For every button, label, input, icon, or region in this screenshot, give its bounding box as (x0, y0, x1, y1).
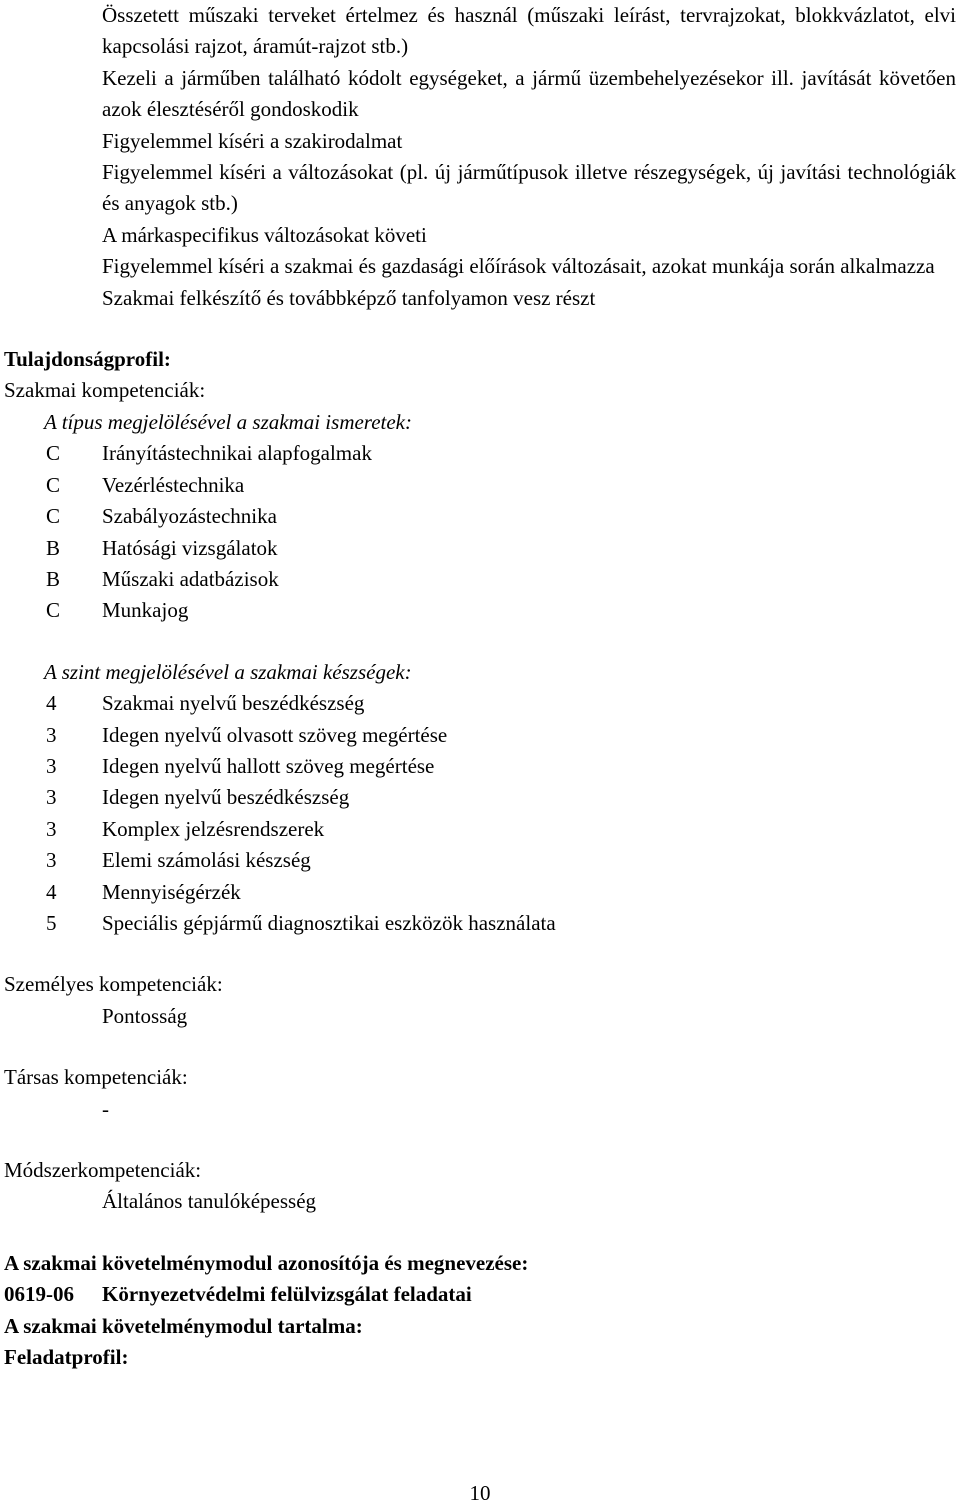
skills-heading: A szint megjelölésével a szakmai készségek: (44, 659, 412, 684)
list-item (0, 688, 960, 719)
level-code: 3 (46, 816, 57, 841)
list-item (0, 564, 960, 595)
item-text: Hatósági vizsgálatok (102, 535, 278, 560)
item-text: Idegen nyelvű olvasott szöveg megértése (102, 722, 448, 747)
type-code: C (46, 598, 61, 623)
page-number: 10 (469, 1481, 491, 1505)
list-item (0, 782, 960, 813)
type-code: C (46, 441, 61, 466)
item-text: Szakmai nyelvű beszédkészség (102, 691, 365, 716)
level-code: 3 (46, 785, 57, 810)
list-item (0, 470, 960, 501)
level-code: 4 (46, 879, 57, 904)
item-text: Komplex jelzésrendszerek (102, 816, 325, 841)
task-item: Szakmai felkészítő és továbbképző tanfolyamon vesz részt (102, 285, 596, 310)
personal-competencies-heading: Személyes kompetenciák: (4, 972, 223, 997)
type-code: B (46, 535, 61, 560)
level-code: 3 (46, 722, 57, 747)
item-text: Speciális gépjármű diagnosztikai eszközök használata (102, 910, 556, 935)
list-item (0, 751, 960, 782)
skills-list (0, 688, 960, 939)
list-item (0, 438, 960, 469)
task-item: Figyelemmel kíséri a szakmai és gazdasági előírások változásait, azokat munkája során alkalmazza (102, 254, 935, 279)
item-text: Idegen nyelvű beszédkészség (102, 785, 350, 810)
list-item (0, 845, 960, 876)
task-item: Figyelemmel kíséri a változásokat (pl. új járműtípusok illetve részegységek, új javítási technológiák és anyagok stb.) (102, 160, 956, 216)
social-competency-item: - (102, 1096, 109, 1121)
task-item: Figyelemmel kíséri a szakirodalmat (102, 128, 403, 153)
level-code: 5 (46, 910, 57, 935)
knowledge-heading: A típus megjelölésével a szakmai ismeretek: (44, 409, 412, 434)
level-code: 3 (46, 753, 57, 778)
professional-competencies-heading: Szakmai kompetenciák: (4, 378, 206, 403)
list-item (0, 595, 960, 626)
level-code: 3 (46, 848, 57, 873)
type-code: B (46, 566, 61, 591)
item-text: Munkajog (102, 598, 189, 623)
module-title (0, 1279, 960, 1310)
type-code: C (46, 504, 61, 529)
list-item (0, 814, 960, 845)
method-competencies-heading: Módszerkompetenciák: (4, 1158, 202, 1182)
item-text: Műszaki adatbázisok (102, 566, 279, 591)
item-text: Irányítástechnikai alapfogalmak (102, 441, 372, 466)
social-competencies-heading: Társas kompetenciák: (4, 1065, 188, 1090)
method-competency-item: Általános tanulóképesség (102, 1189, 317, 1214)
item-text: Idegen nyelvű hallott szöveg megértése (102, 753, 435, 778)
item-text: Elemi számolási készség (102, 848, 311, 873)
task-profile-heading: Feladatprofil: (4, 1345, 129, 1370)
level-code: 4 (46, 691, 57, 716)
item-text: Mennyiségérzék (102, 879, 241, 904)
item-text: Szabályozástechnika (102, 504, 277, 529)
type-code: C (46, 472, 61, 497)
module-id-heading: A szakmai követelménymodul azonosítója és megnevezése: (4, 1250, 529, 1275)
personal-competency-item: Pontosság (102, 1003, 188, 1028)
task-item: A márkaspecifikus változásokat követi (102, 222, 427, 247)
item-text: Vezérléstechnika (102, 472, 245, 497)
list-item (0, 533, 960, 564)
list-item (0, 908, 960, 939)
task-item: Kezeli a járműben található kódolt egységeket, a jármű üzembehelyezésekor ill. javítását követően azok élesztéséről gondoskodik (102, 65, 956, 122)
knowledge-list (0, 438, 960, 626)
module-content-heading: A szakmai követelménymodul tartalma: (4, 1313, 363, 1338)
module-name: Környezetvédelmi felülvizsgálat feladatai (102, 1282, 472, 1307)
list-item (0, 501, 960, 532)
list-item (0, 877, 960, 908)
list-item (0, 720, 960, 751)
task-item: Összetett műszaki terveket értelmez és használ (műszaki leírást, tervrajzokat, blokkvázlatot, elvi kapcsolási rajzot, áramút-rajzot stb.) (102, 3, 956, 59)
profile-heading: Tulajdonságprofil: (4, 347, 171, 372)
module-code: 0619-06 (4, 1282, 74, 1307)
